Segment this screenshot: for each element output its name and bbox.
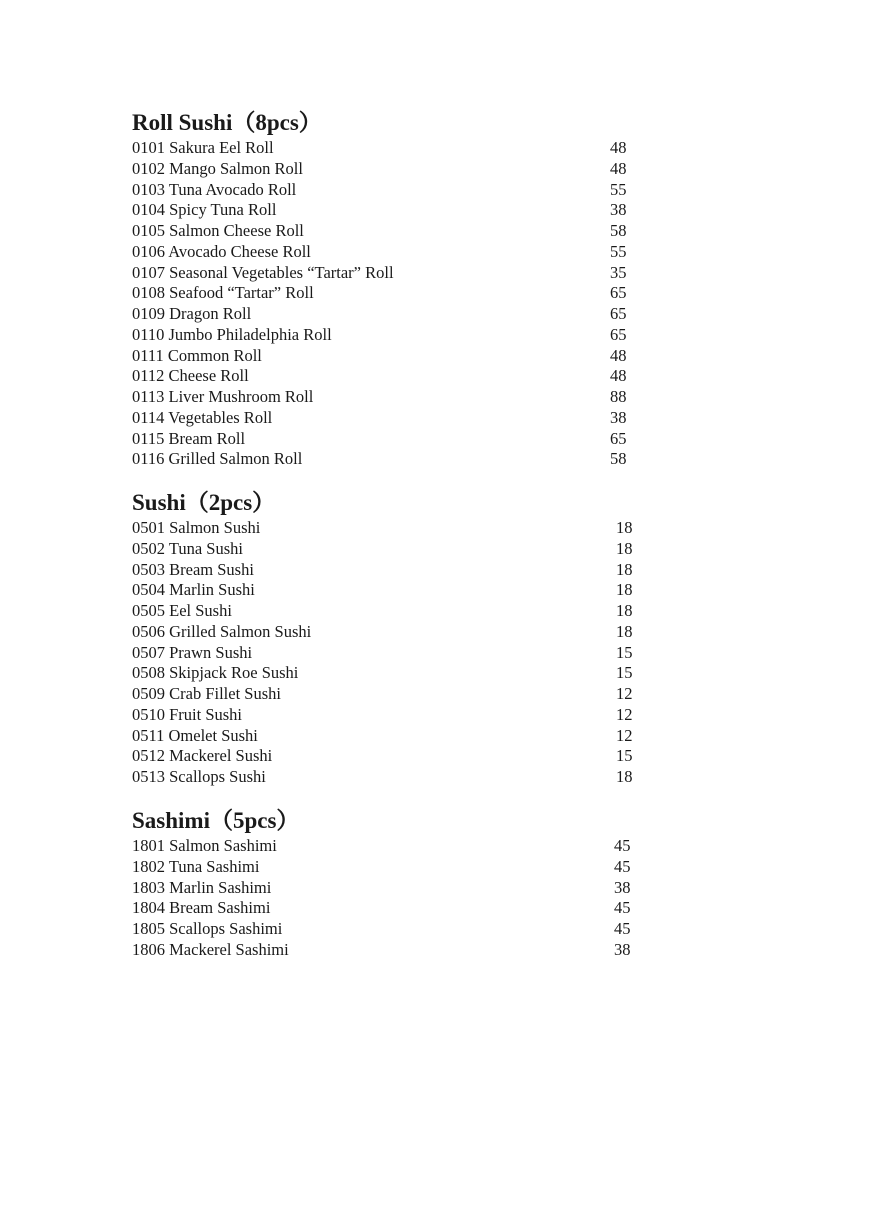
item-name: 0506 Grilled Salmon Sushi xyxy=(132,621,312,641)
menu-item xyxy=(132,138,652,159)
item-name: 0505 Eel Sushi xyxy=(132,601,232,620)
menu-item xyxy=(132,449,652,470)
item-price: 45 xyxy=(614,836,631,855)
item-price: 88 xyxy=(610,387,627,406)
item-price: 15 xyxy=(616,663,633,683)
menu-item xyxy=(132,898,652,919)
item-name: 0501 Salmon Sushi xyxy=(132,518,261,537)
item-price: 58 xyxy=(610,449,627,469)
menu-item xyxy=(132,346,652,367)
item-price: 18 xyxy=(616,621,633,641)
item-name: 0107 Seasonal Vegetables “Tartar” Roll xyxy=(132,262,394,282)
item-price: 12 xyxy=(616,725,633,745)
item-price: 12 xyxy=(616,704,633,724)
item-price: 18 xyxy=(616,518,633,537)
item-price: 15 xyxy=(616,642,633,662)
item-price: 38 xyxy=(610,200,627,220)
item-name: 0109 Dragon Roll xyxy=(132,304,252,323)
item-name: 0508 Skipjack Roe Sushi xyxy=(132,663,299,683)
item-price: 45 xyxy=(614,898,631,918)
item-name: 0510 Fruit Sushi xyxy=(132,704,243,724)
item-price: 45 xyxy=(614,856,631,876)
section-title: Sashimi（5pcs） xyxy=(132,808,300,833)
sushi-section xyxy=(132,488,652,788)
item-price: 12 xyxy=(616,684,633,703)
item-name: 0108 Seafood “Tartar” Roll xyxy=(132,283,314,303)
item-name: 0114 Vegetables Roll xyxy=(132,407,273,427)
item-name: 0509 Crab Fillet Sushi xyxy=(132,684,281,703)
item-price: 48 xyxy=(610,345,627,365)
item-name: 0111 Common Roll xyxy=(132,345,262,365)
item-price: 35 xyxy=(610,262,627,282)
item-name: 1805 Scallops Sashimi xyxy=(132,919,283,938)
menu-item xyxy=(132,836,652,857)
item-price: 45 xyxy=(614,919,631,938)
menu-item xyxy=(132,325,652,346)
item-price: 48 xyxy=(610,158,627,178)
menu-item xyxy=(132,539,652,560)
menu-item xyxy=(132,684,652,705)
item-name: 0507 Prawn Sushi xyxy=(132,642,253,662)
item-name: 0105 Salmon Cheese Roll xyxy=(132,221,304,240)
sashimi-section xyxy=(132,806,652,961)
item-name: 1802 Tuna Sashimi xyxy=(132,856,260,876)
item-name: 1806 Mackerel Sashimi xyxy=(132,939,289,959)
item-name: 1803 Marlin Sashimi xyxy=(132,877,272,897)
menu-item xyxy=(132,580,652,601)
menu-item xyxy=(132,663,652,684)
menu-item xyxy=(132,263,652,284)
item-name: 0104 Spicy Tuna Roll xyxy=(132,200,277,220)
item-name: 0502 Tuna Sushi xyxy=(132,538,243,558)
item-price: 55 xyxy=(610,179,627,199)
item-price: 48 xyxy=(610,138,627,157)
menu-item xyxy=(132,366,652,387)
item-name: 0103 Tuna Avocado Roll xyxy=(132,179,297,199)
menu-item xyxy=(132,180,652,201)
item-name: 0112 Cheese Roll xyxy=(132,366,249,386)
menu-item xyxy=(132,601,652,622)
menu-item xyxy=(132,726,652,747)
menu-item xyxy=(132,159,652,180)
menu-item xyxy=(132,919,652,940)
item-price: 18 xyxy=(616,559,633,579)
section-title: Sushi（2pcs） xyxy=(132,490,276,515)
menu-item xyxy=(132,242,652,263)
item-name: 1804 Bream Sashimi xyxy=(132,898,271,918)
menu-item xyxy=(132,283,652,304)
menu-item xyxy=(132,518,652,539)
item-price: 18 xyxy=(616,767,633,786)
menu-item xyxy=(132,560,652,581)
item-price: 58 xyxy=(610,221,627,240)
menu-item xyxy=(132,643,652,664)
item-name: 0110 Jumbo Philadelphia Roll xyxy=(132,324,332,344)
item-name: 0503 Bream Sushi xyxy=(132,559,254,579)
item-price: 65 xyxy=(610,304,627,323)
menu-item xyxy=(132,429,652,450)
item-price: 38 xyxy=(610,407,627,427)
item-name: 0511 Omelet Sushi xyxy=(132,725,258,745)
item-price: 15 xyxy=(616,746,633,766)
item-price: 65 xyxy=(610,283,627,303)
item-price: 48 xyxy=(610,366,627,386)
menu-item xyxy=(132,221,652,242)
item-name: 0115 Bream Roll xyxy=(132,428,246,448)
menu-item xyxy=(132,387,652,408)
item-name: 0113 Liver Mushroom Roll xyxy=(132,387,314,406)
item-name: 0504 Marlin Sushi xyxy=(132,580,255,600)
menu-item xyxy=(132,408,652,429)
item-name: 0512 Mackerel Sushi xyxy=(132,746,273,766)
item-name: 0106 Avocado Cheese Roll xyxy=(132,241,311,261)
item-price: 65 xyxy=(610,428,627,448)
item-name: 0513 Scallops Sushi xyxy=(132,767,266,786)
menu-item xyxy=(132,200,652,221)
section-title: Roll Sushi（8pcs） xyxy=(132,110,322,135)
menu-item xyxy=(132,746,652,767)
item-name: 0102 Mango Salmon Roll xyxy=(132,158,303,178)
item-price: 18 xyxy=(616,580,633,600)
menu-item xyxy=(132,878,652,899)
menu-item xyxy=(132,304,652,325)
item-price: 18 xyxy=(616,538,633,558)
item-name: 0116 Grilled Salmon Roll xyxy=(132,449,303,469)
item-name: 1801 Salmon Sashimi xyxy=(132,836,277,855)
item-price: 38 xyxy=(614,877,631,897)
item-name: 0101 Sakura Eel Roll xyxy=(132,138,274,157)
item-price: 38 xyxy=(614,939,631,959)
item-price: 65 xyxy=(610,324,627,344)
roll-sushi-section xyxy=(132,108,652,470)
menu-item xyxy=(132,857,652,878)
menu-item xyxy=(132,940,652,961)
menu-item xyxy=(132,767,652,788)
item-price: 18 xyxy=(616,601,633,620)
menu-item xyxy=(132,622,652,643)
item-price: 55 xyxy=(610,241,627,261)
menu-item xyxy=(132,705,652,726)
